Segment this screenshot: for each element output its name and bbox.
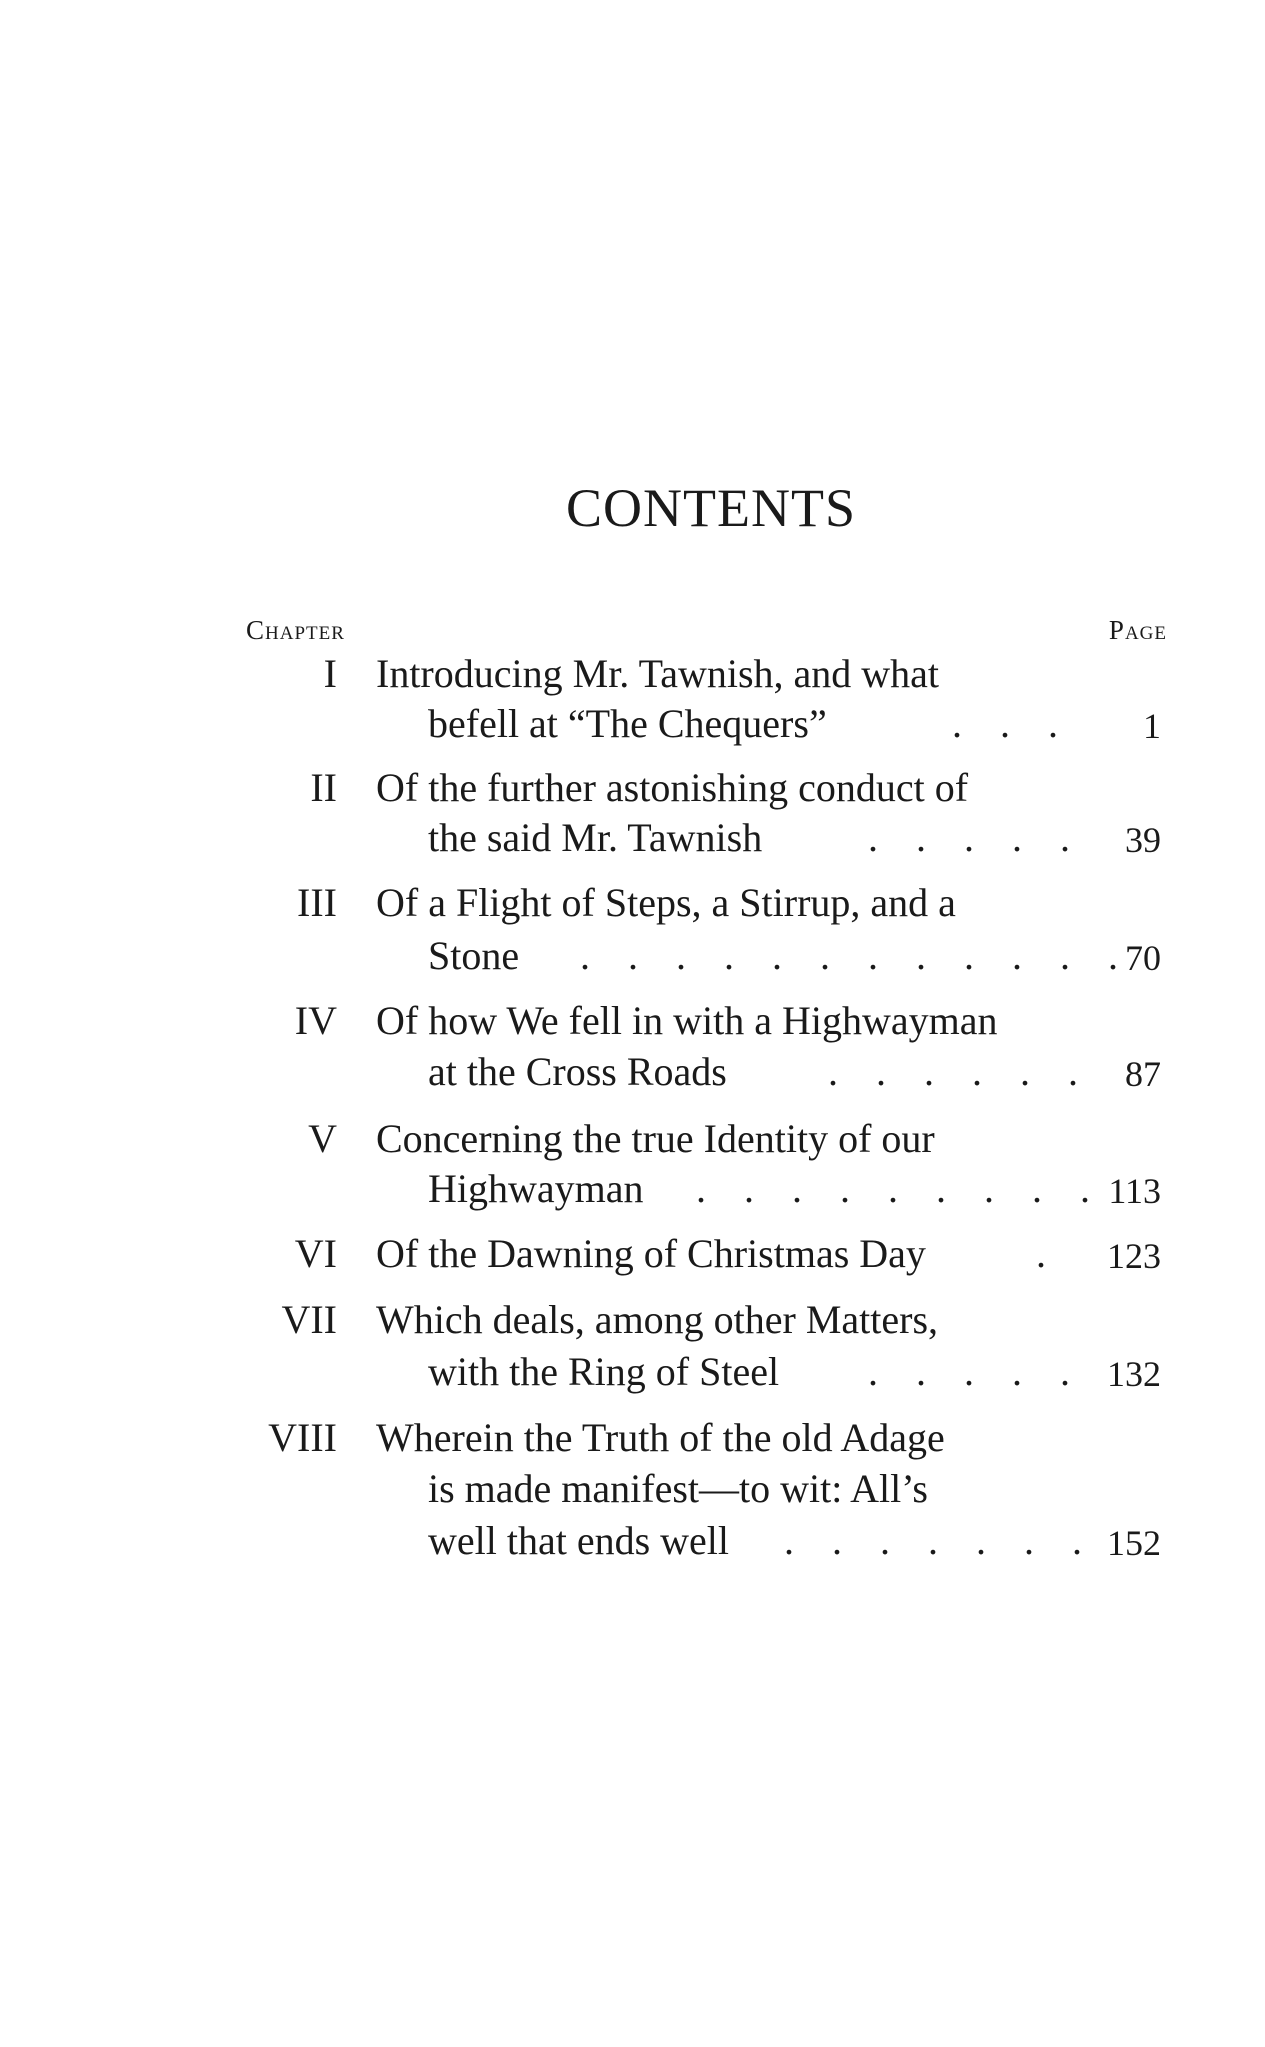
chapter-title-line: Highwayman [428,1166,644,1211]
chapter-title-line: befell at “The Chequers” [428,701,827,746]
leader-dots: . . . . . . . [784,1518,1096,1563]
page-title: CONTENTS [566,478,856,538]
page-number: 1 [1143,706,1161,746]
page-number: 39 [1125,820,1161,860]
chapter-title-line: Of a Flight of Steps, a Stirrup, and a [376,880,956,925]
leader-dots: . . . [952,701,1072,746]
leader-dots: . . . . . [868,815,1084,860]
leader-dots: . [1036,1231,1060,1276]
chapter-title-line: Wherein the Truth of the old Adage [376,1415,945,1460]
chapter-title-line: Of the Dawning of Christmas Day [376,1231,926,1276]
chapter-number: III [297,880,337,925]
chapter-number: I [323,651,337,696]
chapter-number: VI [294,1231,337,1276]
leader-dots: . . . . . . [828,1049,1092,1094]
chapter-title-line: the said Mr. Tawnish [428,815,763,860]
leader-dots: . . . . . [868,1349,1084,1394]
page-number: 70 [1125,938,1161,978]
chapter-number: IV [294,998,337,1043]
page-column-header: Page [1108,615,1167,645]
leader-dots: . . . . . . . . . . . . [580,933,1132,978]
page-number: 152 [1107,1523,1161,1563]
chapter-number: VII [281,1297,337,1342]
chapter-title-line: is made manifest—to wit: All’s [428,1466,928,1511]
page-number: 132 [1107,1354,1161,1394]
page-number: 87 [1125,1054,1161,1094]
chapter-number: V [308,1116,337,1161]
chapter-title-line: at the Cross Roads [428,1049,727,1094]
chapter-title-line: Concerning the true Identity of our [376,1116,935,1161]
page-number: 123 [1107,1236,1161,1276]
chapter-column-header: Chapter [246,615,345,645]
chapter-title-line: Stone [428,933,520,978]
chapter-title-line: with the Ring of Steel [428,1349,780,1394]
leader-dots: . . . . . . . . . [696,1166,1104,1211]
page-number: 113 [1108,1171,1161,1211]
chapter-title-line: Of how We fell in with a Highwayman [376,998,998,1043]
chapter-title-line: Which deals, among other Matters, [376,1297,939,1342]
chapter-number: VIII [268,1415,337,1460]
chapter-title-line: well that ends well [428,1518,730,1563]
chapter-number: II [310,765,337,810]
chapter-title-line: Introducing Mr. Tawnish, and what [376,651,940,696]
chapter-title-line: Of the further astonishing conduct of [376,765,969,810]
